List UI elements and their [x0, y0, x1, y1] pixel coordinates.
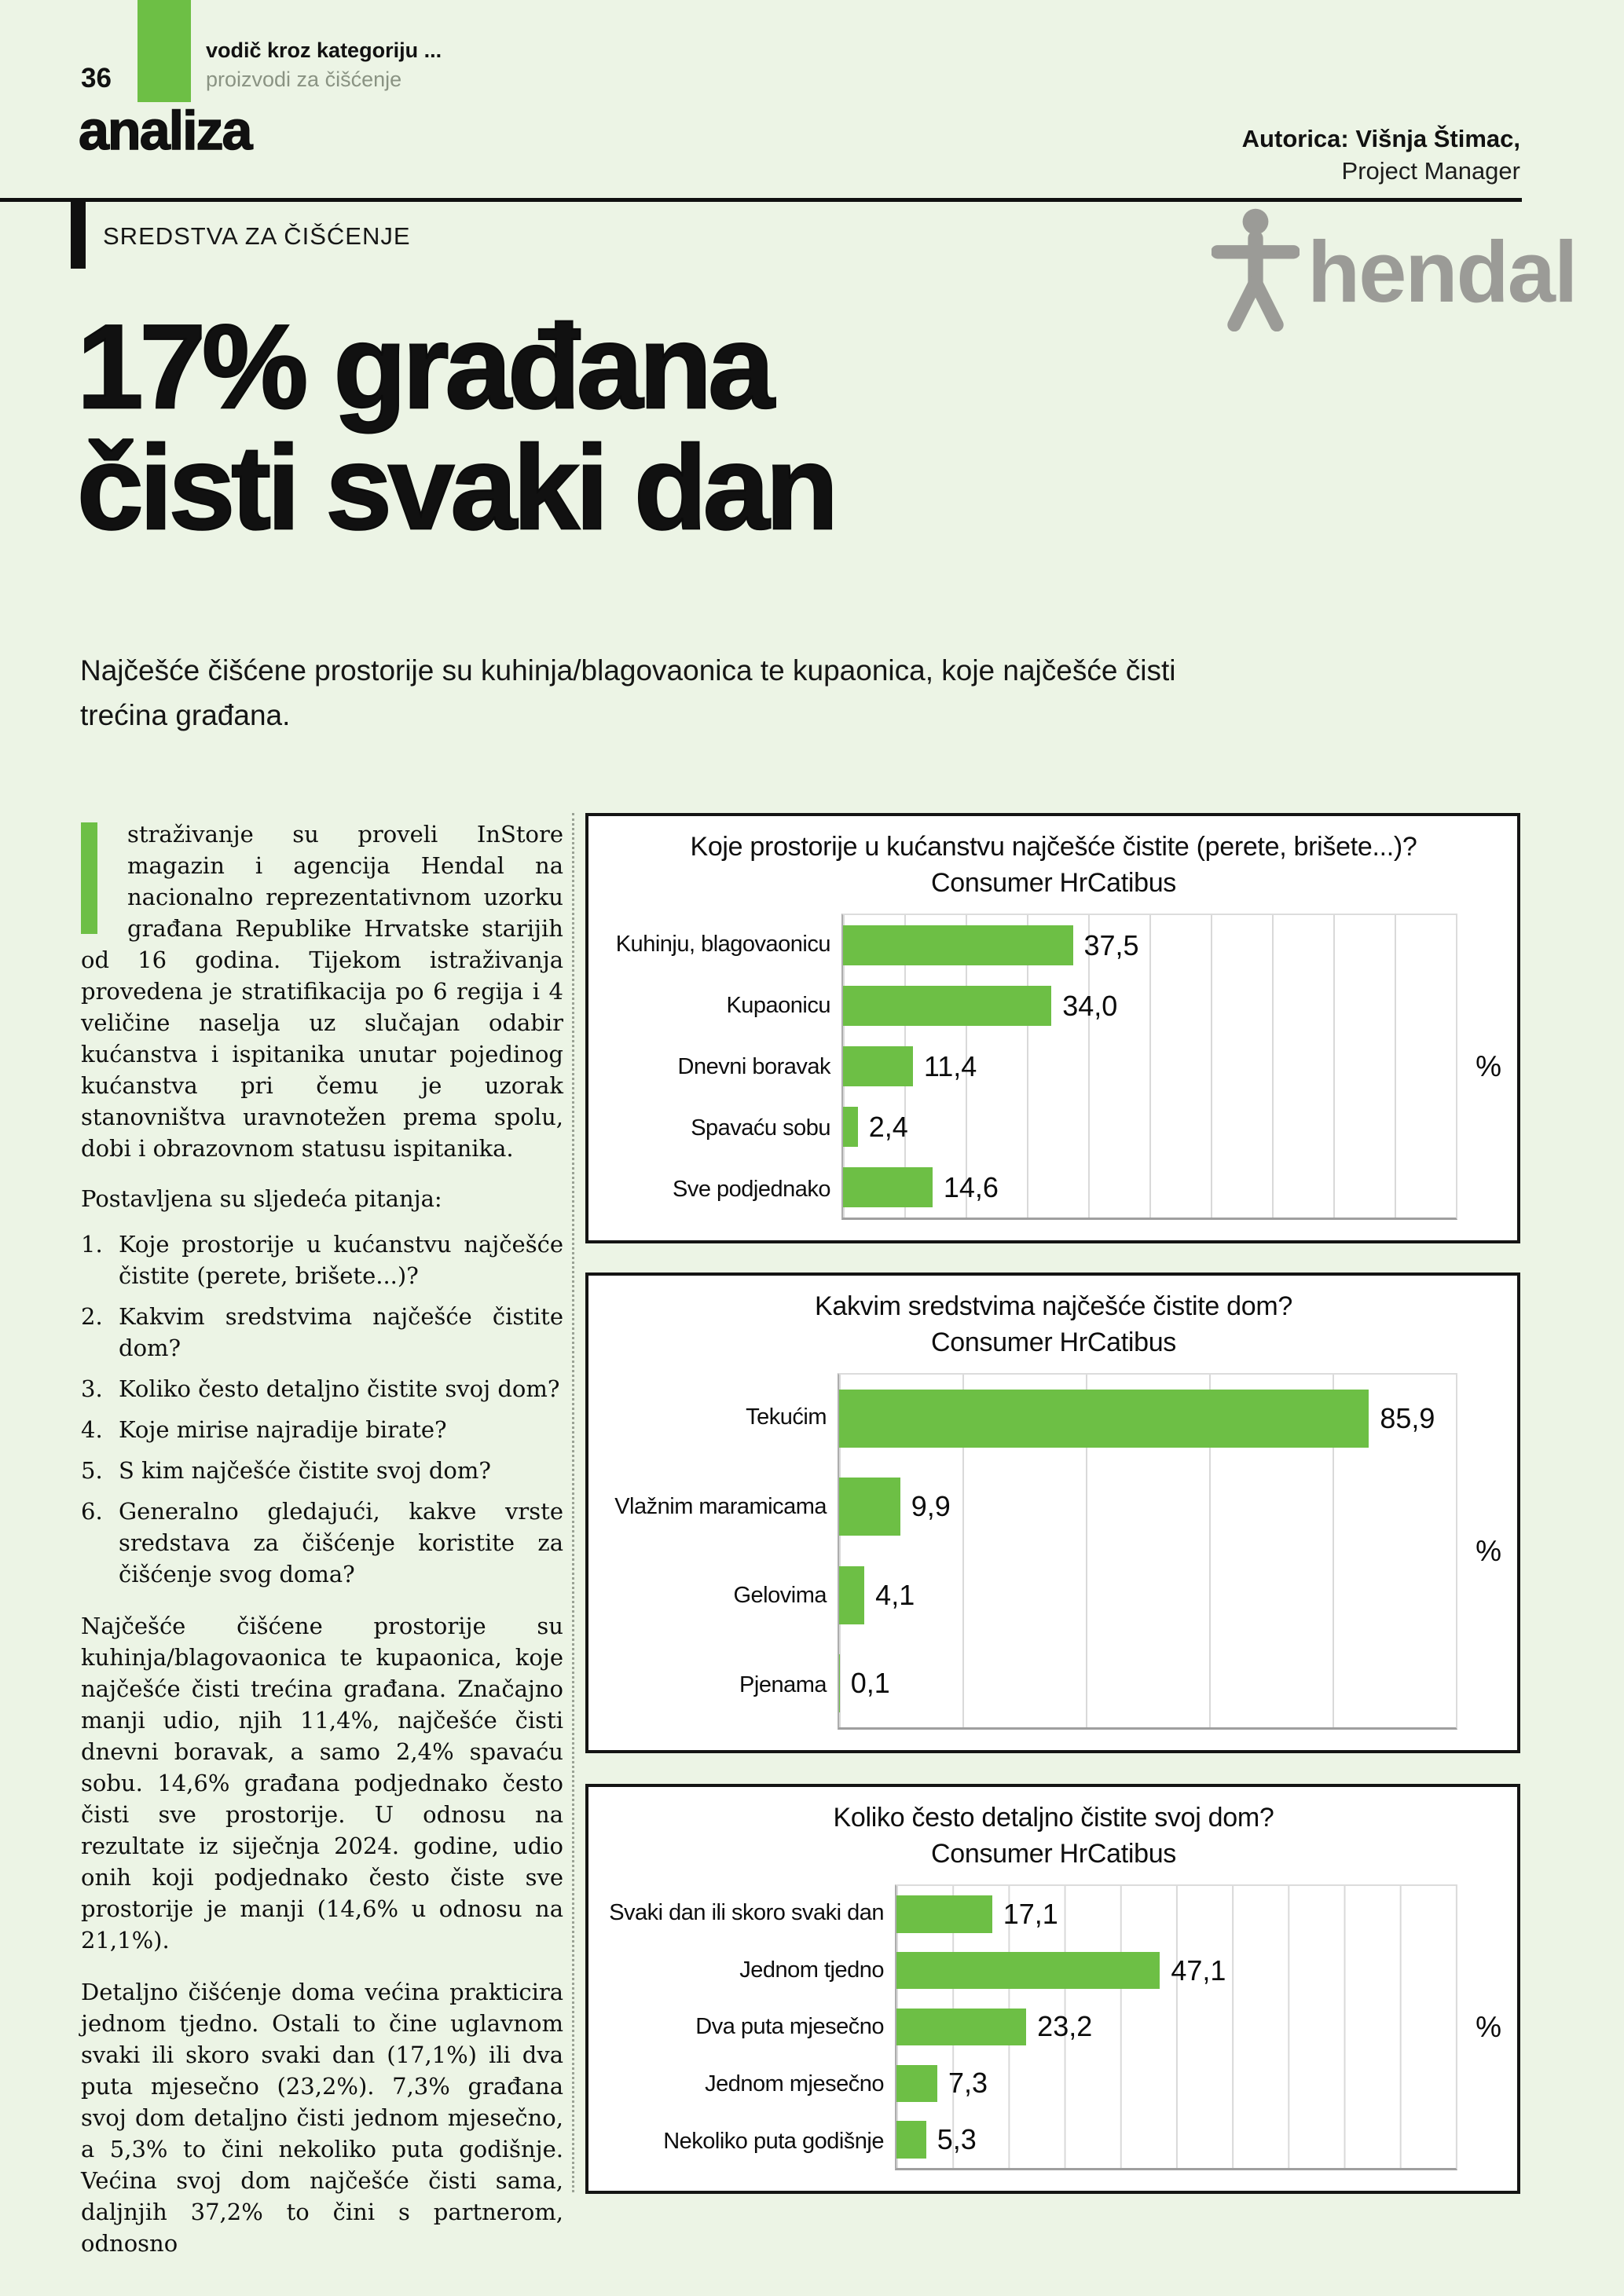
bar-row	[843, 1157, 1456, 1218]
category-label: Sve podjednako	[673, 1176, 830, 1202]
column-divider	[572, 813, 574, 2192]
category-label: Spavaću sobu	[691, 1115, 830, 1141]
bar	[896, 2121, 926, 2158]
value-label: 5,3	[937, 2123, 977, 2156]
category-label: Nekoliko puta godišnje	[663, 2129, 884, 2155]
bar-row	[839, 1551, 1456, 1639]
category-label: Pjenama	[739, 1672, 827, 1697]
category-label: Kuhinju, blagovaonicu	[615, 931, 830, 957]
plot-area	[895, 1884, 1457, 2170]
author-name: Autorica: Višnja Štimac,	[1241, 125, 1520, 152]
chart-subtitle: Consumer HrCatibus	[930, 868, 1177, 898]
body-column	[81, 818, 563, 2257]
category-label: Jednom tjedno	[739, 1957, 884, 1983]
category-label: Dnevni boravak	[677, 1053, 830, 1079]
headline-line-2: čisti svaki dan	[77, 421, 835, 555]
chart-products	[585, 1273, 1520, 1753]
person-icon	[1212, 206, 1300, 331]
headline-line-1: 17% građana	[77, 300, 771, 434]
bar	[839, 1478, 900, 1536]
section-title: analiza	[79, 100, 251, 161]
category-label: Kupaonicu	[726, 992, 830, 1018]
category-labels	[606, 1373, 838, 1730]
bar-row	[896, 1886, 1456, 1943]
bar	[896, 2009, 1026, 2045]
bar	[843, 986, 1051, 1026]
chart-frequency	[585, 1784, 1520, 2194]
bar	[839, 1566, 864, 1624]
bar-row	[896, 1943, 1456, 1999]
plot-wrap	[606, 1884, 1501, 2170]
frequency-paragraph: Detaljno čišćenje doma većina prakticira jednom tjedno. Ostali to čine uglavnom svaki ili skoro svaki dan (17,1%) ili dva puta mjesečno (23,2%). 7,3% građana svoj dom detaljno čisti jednom mjesečno, a 5,3% to čini nekoliko puta godišnje. Većina svoj dom najčešće čisti sama, daljnjih 37,2% to čini s partnerom, odnosno	[81, 1979, 563, 2257]
intro-paragraph: straživanje su proveli InStore magazin i agencija Hendal na nacionalno reprezentativnom uzorku građana Republike Hrvatske starijih od 16 godina. Tijekom istraživanja provedena je stratifikacija po 6 regija i 4 veličine naselja uz slučajan odabir kućanstva i ispitanika unutar pojedinog kućanstva pri čemu je uzorak stanovništva uravnotežen prema spolu, dobi i obrazovnom statusu ispitanika.	[81, 821, 563, 1162]
plot-wrap	[606, 1373, 1501, 1730]
category-label: Vlažnim maramicama	[614, 1493, 827, 1519]
bar	[896, 1895, 992, 1932]
bar	[896, 2065, 937, 2102]
kicker	[206, 36, 442, 94]
bar-row	[843, 1097, 1456, 1157]
plot-wrap	[606, 914, 1501, 1220]
results-paragraph: Najčešće čišćene prostorije su kuhinja/blagovaonica te kupaonica, koje najčešće čisti trećina građana. Značajno manji udio, njih 11,4%, najčešće čisti dnevni boravak, a samo 2,4% spavaću sobu. 14,6% građana podjednako često čisti sve prostorije. U odnosu na rezultate iz siječnja 2024. godine, udio onih koji podjednako često čiste sve prostorije je manji (14,6% u odnosu na 21,1%).	[81, 1613, 563, 1954]
article-eyebrow: SREDSTVA ZA ČIŠĆENJE	[103, 222, 411, 250]
questions-list	[81, 1229, 563, 1590]
bar	[843, 1167, 933, 1207]
category-labels	[606, 1884, 895, 2170]
value-label: 34,0	[1062, 989, 1118, 1022]
bar	[843, 1046, 913, 1086]
eyebrow-bar	[71, 198, 86, 269]
unit-label: %	[1476, 1535, 1501, 1567]
page-number: 36	[81, 63, 112, 93]
unit-label: %	[1476, 1050, 1501, 1082]
list-item: 1. Koje prostorije u kućanstvu najčešće čistite (perete, brišete...)?	[81, 1231, 563, 1289]
bar-row	[896, 1999, 1456, 2056]
list-item: 3. Koliko često detaljno čistite svoj dom?	[81, 1375, 560, 1402]
plot-area	[838, 1373, 1457, 1730]
bar-row	[896, 2111, 1456, 2168]
chart-title: Koje prostorije u kućanstvu najčešće čistite (perete, brišete...)?	[690, 832, 1417, 862]
list-item: 6. Generalno gledajući, kakve vrste sredstava za čišćenje koristite za čišćenje svog doma?	[81, 1498, 563, 1587]
category-label: Tekućim	[746, 1404, 827, 1430]
bar-row	[839, 1639, 1456, 1727]
value-label: 0,1	[850, 1666, 890, 1699]
bar-row	[839, 1463, 1456, 1551]
bar-row	[896, 2055, 1456, 2111]
value-label: 23,2	[1037, 2010, 1093, 2043]
kicker-line-1: vodič kroz kategoriju ...	[206, 38, 442, 62]
standfirst: Najčešće čišćene prostorije su kuhinja/blagovaonica te kupaonica, koje najčešće čisti trećina građana.	[80, 654, 1176, 731]
header-rule	[0, 198, 1522, 202]
value-label: 7,3	[948, 2067, 988, 2100]
author-role: Project Manager	[1341, 157, 1520, 185]
questions-intro: Postavljena su sljedeća pitanja:	[81, 1185, 442, 1212]
chart-title: Kakvim sredstvima najčešće čistite dom?	[814, 1291, 1293, 1321]
value-label: 47,1	[1171, 1954, 1226, 1987]
headline	[77, 300, 835, 555]
category-label: Svaki dan ili skoro svaki dan	[609, 1899, 884, 1925]
dropcap-bar	[81, 822, 97, 934]
category-label: Jednom mjesečno	[705, 2071, 884, 2097]
list-item: 4. Koje mirise najradije birate?	[81, 1416, 447, 1443]
kicker-line-2: proizvodi za čišćenje	[206, 68, 402, 91]
bar	[843, 925, 1073, 965]
value-label: 2,4	[868, 1110, 908, 1143]
value-label: 14,6	[943, 1170, 999, 1203]
plot-area	[841, 914, 1457, 1220]
chart-subtitle: Consumer HrCatibus	[930, 1327, 1177, 1357]
value-label: 85,9	[1380, 1402, 1435, 1435]
value-label: 11,4	[923, 1049, 977, 1082]
category-label: Dva puta mjesečno	[695, 2014, 884, 2040]
value-label: 4,1	[875, 1578, 915, 1611]
brand-green-square	[137, 0, 191, 102]
value-label: 37,5	[1083, 928, 1139, 961]
chart-rooms	[585, 813, 1520, 1243]
chart-title: Koliko često detaljno čistite svoj dom?	[833, 1803, 1274, 1833]
value-label: 17,1	[1003, 1897, 1058, 1930]
bar	[839, 1654, 840, 1712]
author-block	[1242, 123, 1520, 187]
bar-row	[839, 1375, 1456, 1463]
hendal-logo-text: hendal	[1307, 224, 1577, 320]
hendal-logo	[1212, 206, 1577, 331]
category-labels	[606, 914, 841, 1220]
bar-row	[843, 1036, 1456, 1097]
bar	[843, 1107, 858, 1147]
bar	[839, 1390, 1369, 1448]
category-label: Gelovima	[733, 1583, 827, 1609]
list-item: 5. S kim najčešće čistite svoj dom?	[81, 1457, 491, 1484]
chart-subtitle: Consumer HrCatibus	[930, 1839, 1177, 1869]
bar	[896, 1952, 1160, 1989]
bar-row	[843, 915, 1456, 976]
unit-label: %	[1476, 2011, 1501, 2043]
value-label: 9,9	[911, 1490, 951, 1523]
bar-row	[843, 976, 1456, 1036]
list-item: 2. Kakvim sredstvima najčešće čistite dom?	[81, 1303, 563, 1361]
